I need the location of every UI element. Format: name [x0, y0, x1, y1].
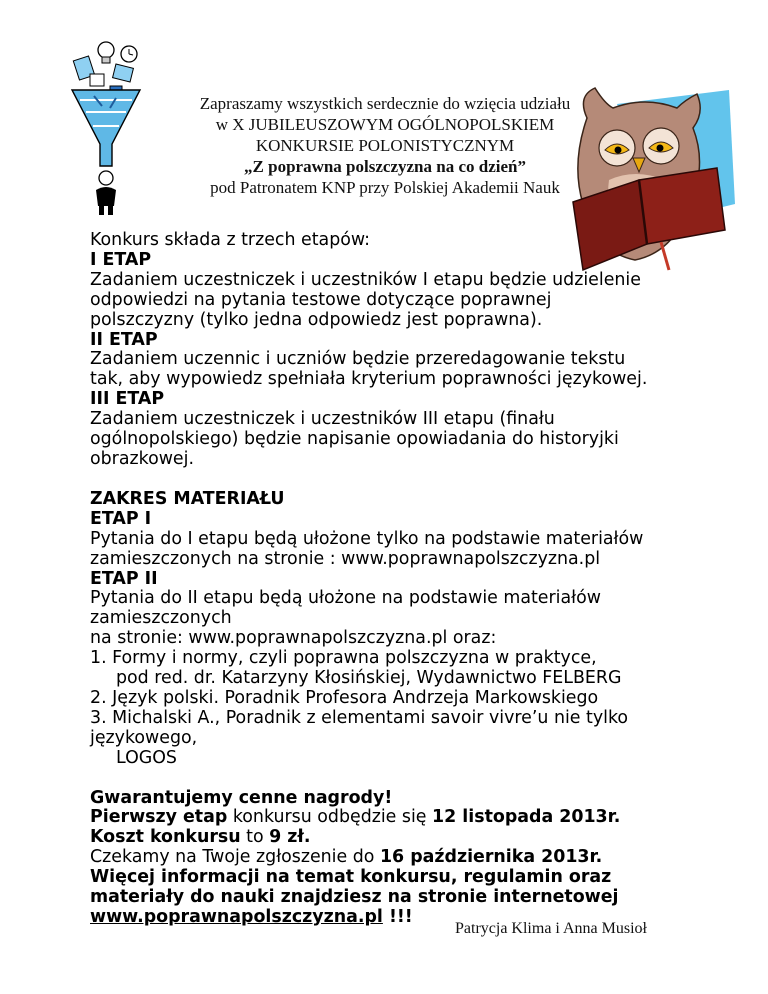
material-etap-1-text-2: zamieszczonych na stronie : www.poprawnapolszczyzna.pl [90, 548, 601, 569]
stage-3-text-1: Zadaniem uczestniczek i uczestników III etapu (finału [90, 409, 555, 430]
reference-1-line-1: 1. Formy i normy, czyli poprawna polszczyzna w praktyce, [90, 648, 597, 669]
material-etap-1-heading: ETAP I [90, 508, 152, 529]
material-etap-2-text-1: Pytania do II etapu będą ułożone na podstawie materiałów [90, 588, 601, 609]
reference-3-line-2: językowego, [90, 727, 198, 748]
first-stage-date: 12 listopada 2013r. [432, 807, 621, 828]
reference-2: 2. Język polski. Poradnik Profesora Andrzeja Markowskiego [90, 687, 599, 708]
header-line-1: Zapraszamy wszystkich serdecznie do wzięcia udziału [199, 94, 571, 113]
stage-1-text-3: polszczyzny (tylko jedna odpowiedz jest poprawna). [90, 309, 543, 330]
header-line-5: pod Patronatem KNP przy Polskiej Akademii Nauk [210, 178, 560, 197]
more-info-line-1: Więcej informacji na temat konkursu, regulamin oraz [90, 867, 612, 888]
contest-title: „Z poprawna polszczyzna na co dzień” [244, 157, 526, 176]
person-figure-icon [96, 171, 116, 215]
reference-3-line-3: LOGOS [116, 747, 177, 768]
material-heading: ZAKRES MATERIAŁU [90, 488, 285, 509]
stage-2-heading: II ETAP [90, 329, 158, 350]
material-etap-2-heading: ETAP II [90, 568, 158, 589]
stage-3-text-2: ogólnopolskiego) będzie napisanie opowiadania do historyjki [90, 429, 619, 450]
stage-3-text-3: obrazkowej. [90, 448, 194, 469]
stage-1-heading: I ETAP [90, 249, 152, 270]
stage-1-text-2: odpowiedzi na pytania testowe dotyczące poprawnej [90, 289, 552, 310]
first-stage-text: konkursu odbędzie się [227, 807, 433, 828]
exclamation: !!! [382, 907, 413, 927]
cost-label: Koszt konkursu [90, 827, 241, 848]
funnel-ideas-clipart [66, 40, 146, 216]
material-etap-2-text-2: zamieszczonych [90, 608, 232, 629]
spacer [90, 470, 700, 490]
first-stage-line [90, 808, 700, 828]
spacer [90, 769, 700, 789]
stage-1-text-1: Zadaniem uczestniczek i uczestników I etapu będzie udzielenie [90, 269, 641, 290]
more-info-line-2: materiały do nauki znajdziesz na stronie internetowej [90, 887, 619, 908]
clock-icon [121, 46, 137, 62]
material-etap-2-text-3: na stronie: www.poprawnapolszczyzna.pl oraz: [90, 628, 497, 649]
stages-intro: Konkurs składa z trzech etapów: [90, 230, 370, 250]
deadline-line [90, 848, 700, 868]
funnel-icon [72, 90, 140, 166]
prizes-line: Gwarantujemy cenne nagrody! [90, 787, 393, 808]
invitation-header [150, 93, 620, 198]
deadline-date: 16 października 2013r. [379, 847, 603, 868]
stage-2-text-1: Zadaniem uczennic i uczniów będzie przeredagowanie tekstu [90, 349, 626, 370]
material-etap-1-text-1: Pytania do I etapu będą ułożone tylko na podstawie materiałów [90, 528, 644, 549]
cost-line [90, 828, 700, 848]
signature: Patrycja Klima i Anna Musioł [455, 920, 647, 937]
header-line-2: w X JUBILEUSZOWYM OGÓLNOPOLSKIEM [215, 115, 555, 134]
document-body [90, 231, 700, 928]
reference-1-line-2: pod red. dr. Katarzyny Kłosińskiej, Wydawnictwo FELBERG [116, 668, 622, 689]
website-link[interactable]: www.poprawnapolszczyzna.pl [90, 907, 383, 927]
stage-2-text-2: tak, aby wypowiedz spełniała kryterium poprawności językowej. [90, 369, 648, 390]
first-stage-label: Pierwszy etap [90, 807, 228, 828]
deadline-text: Czekamy na Twoje zgłoszenie do [90, 847, 380, 868]
stage-3-heading: III ETAP [90, 389, 165, 410]
reference-3-line-1: 3. Michalski A., Poradnik z elementami savoir vivre’u nie tylko [90, 707, 629, 728]
lightbulb-icon [98, 42, 114, 63]
cost-value: 9 zł. [269, 827, 311, 848]
cost-text: to [240, 827, 270, 848]
header-line-3: KONKURSIE POLONISTYCZNYM [255, 136, 515, 155]
